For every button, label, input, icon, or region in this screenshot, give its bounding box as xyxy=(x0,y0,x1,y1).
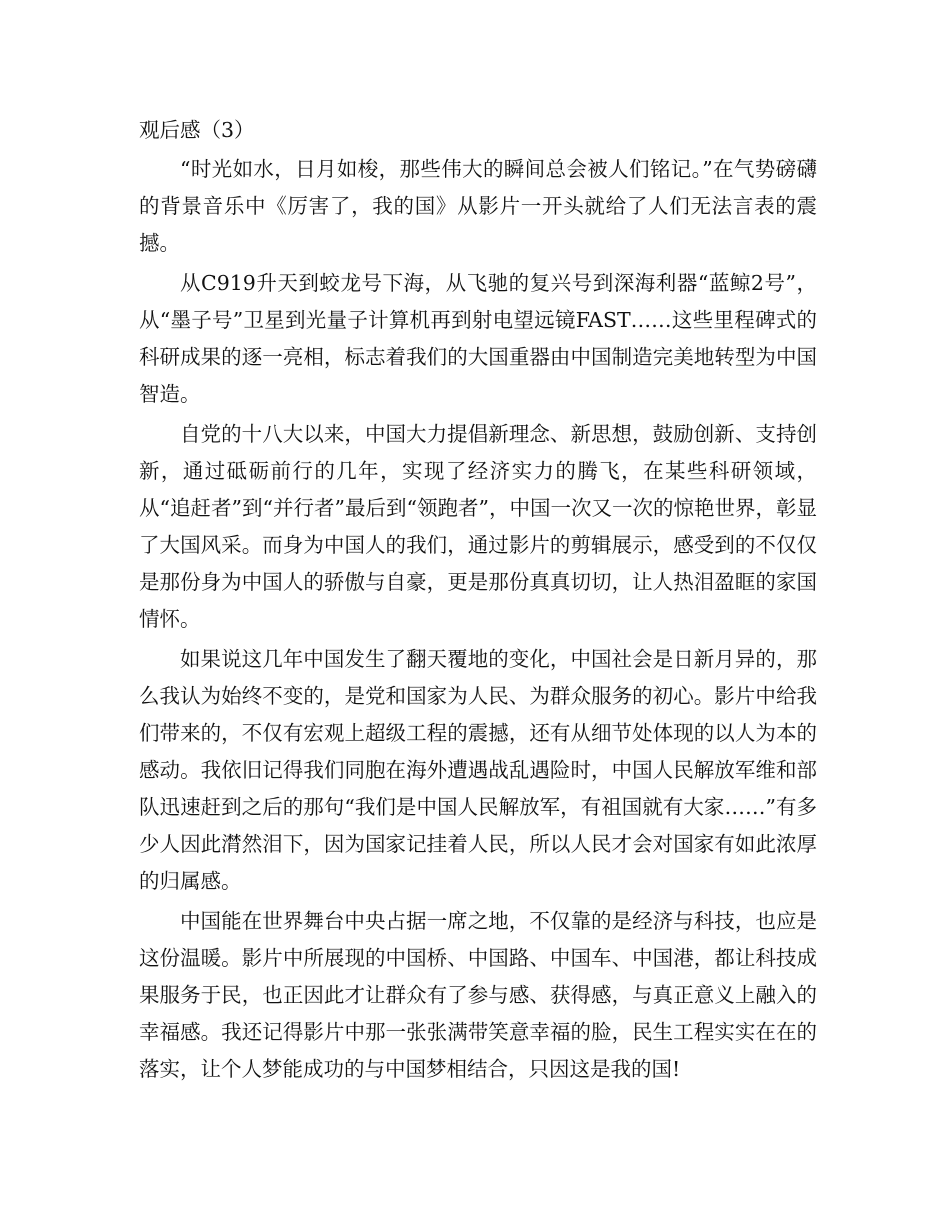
paragraph-people: 如果说这几年中国发生了翻天覆地的变化，中国社会是日新月异的，那么我认为始终不变的，是党和国家为人民、为群众服务的初心。影片中给我们带来的，不仅有宏观上超级工程的震撼，还有从细节处体现的以人为本的感动。我依旧记得我们同胞在海外遭遇战乱遇险时，中国人民解放军维和部队迅速赶到之后的那句“我们是中国人民解放军，有祖国就有大家……”有多少人因此潸然泪下，因为国家记挂着人民，所以人民才会对国家有如此浓厚的归属感。 xyxy=(139,647,817,893)
document-title: 观后感（3） xyxy=(139,118,255,142)
paragraph-closing: 中国能在世界舞台中央占据一席之地，不仅靠的是经济与科技，也应是这份温暖。影片中所展现的中国桥、中国路、中国车、中国港，都让科技成果服务于民，也正因此才让群众有了参与感、获得感，与真正意义上融入的幸福感。我还记得影片中那一张张满带笑意幸福的脸，民生工程实实在在的落实，让个人梦能成功的与中国梦相结合，只因这是我的国! xyxy=(139,909,817,1081)
document-page xyxy=(139,112,817,1088)
paragraph-innovation: 自党的十八大以来，中国大力提倡新理念、新思想，鼓励创新、支持创新，通过砥砺前行的几年，实现了经济实力的腾飞，在某些科研领域，从“追赶者”到“并行者”最后到“领跑者”，中国一次又一次的惊艳世界，彰显了大国风采。而身为中国人的我们，通过影片的剪辑展示，感受到的不仅仅是那份身为中国人的骄傲与自豪，更是那份真真切切，让人热泪盈眶的家国情怀。 xyxy=(139,422,817,631)
paragraph-achievements: 从C919升天到蛟龙号下海，从飞驰的复兴号到深海利器“蓝鲸2号”，从“墨子号”卫星到光量子计算机再到射电望远镜FAST……这些里程碑式的科研成果的逐一亮相，标志着我们的大国重器由中国制造完美地转型为中国智造。 xyxy=(139,271,817,406)
paragraph-opening: “时光如水，日月如梭，那些伟大的瞬间总会被人们铭记。”在气势磅礴的背景音乐中《厉害了，我的国》从影片一开头就给了人们无法言表的震撼。 xyxy=(139,157,817,255)
